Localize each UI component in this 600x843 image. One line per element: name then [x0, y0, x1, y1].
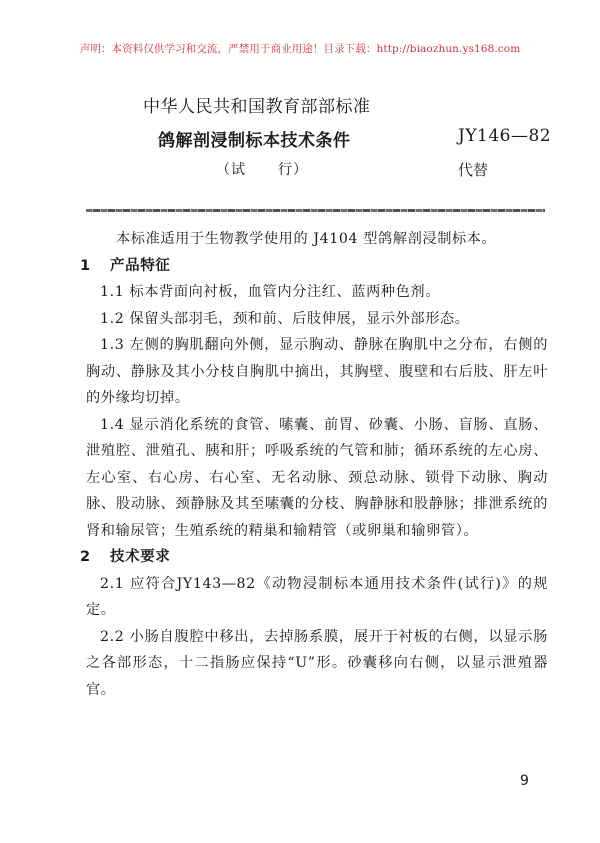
clause-1-1: 1.1 标本背面向衬板，血管内分注红、蓝两种色剂。	[100, 284, 441, 300]
clause-2-1: 2.1 应符合JY143—82《动物浸制标本通用技术条件(试行)》的规定。	[86, 575, 548, 618]
standard-code: JY146—82	[458, 126, 552, 146]
copyright-notice: 声明：本资料仅供学习和交流，严禁用于商业用途！目录下载：http://biaozhun.ys168.com	[79, 43, 521, 55]
clause-1-3: 1.3 左侧的胸肌翻向外侧，显示胸动、静脉在胸肌中之分布，右侧的胸动、静脉及其小分枝自胸肌中摘出，其胸壁、腹壁和右后肢、肝左叶的外缘均切掉。	[86, 337, 548, 406]
replaces-label: 代替	[458, 161, 489, 179]
section-title: 技术要求	[110, 549, 171, 565]
document-body	[80, 226, 548, 703]
trial-label	[216, 159, 308, 179]
issuing-authority: 中华人民共和国教育部部标准	[143, 97, 371, 117]
page-number: 9	[520, 773, 529, 789]
trial-label-close: 行）	[278, 162, 308, 178]
clause-1-4: 1.4 显示消化系统的食管、嗉囊、前胃、砂囊、小肠、盲肠、直肠、泄殖腔、泄殖孔、胰和肝；呼吸系统的气管和肺；循环系统的左心房、左心室、右心房、右心室、无名动脉、颈总动脉、锁骨下动脉、胸动脉、股动脉、颈静脉及其至嗉囊的分枝、胸静脉和股静脉；排泄系统的肾和输尿管；生殖系统的精巢和输精管（或卵巢和输卵管）。	[86, 416, 548, 539]
document-title: 鸽解剖浸制标本技术条件	[158, 131, 351, 151]
section-number: 2	[80, 549, 91, 565]
clause-2-2: 2.2 小肠自腹腔中移出，去掉肠系膜，展开于衬板的右侧，以显示肠之各部形态，十二指肠应保持“U”形。砂囊移向右侧，以显示泄殖器官。	[86, 628, 548, 698]
header-divider	[86, 209, 545, 212]
trial-label-open: （试	[216, 162, 246, 178]
section-title: 产品特征	[110, 257, 171, 274]
intro-paragraph: 本标准适用于生物教学使用的 J4104 型鸽解剖浸制标本。	[116, 231, 497, 247]
clause-1-2: 1.2 保留头部羽毛，颈和前、后肢伸展，显示外部形态。	[100, 310, 470, 327]
section-heading-1	[80, 253, 548, 280]
section-heading-2	[80, 544, 548, 571]
section-number: 1	[80, 257, 91, 274]
